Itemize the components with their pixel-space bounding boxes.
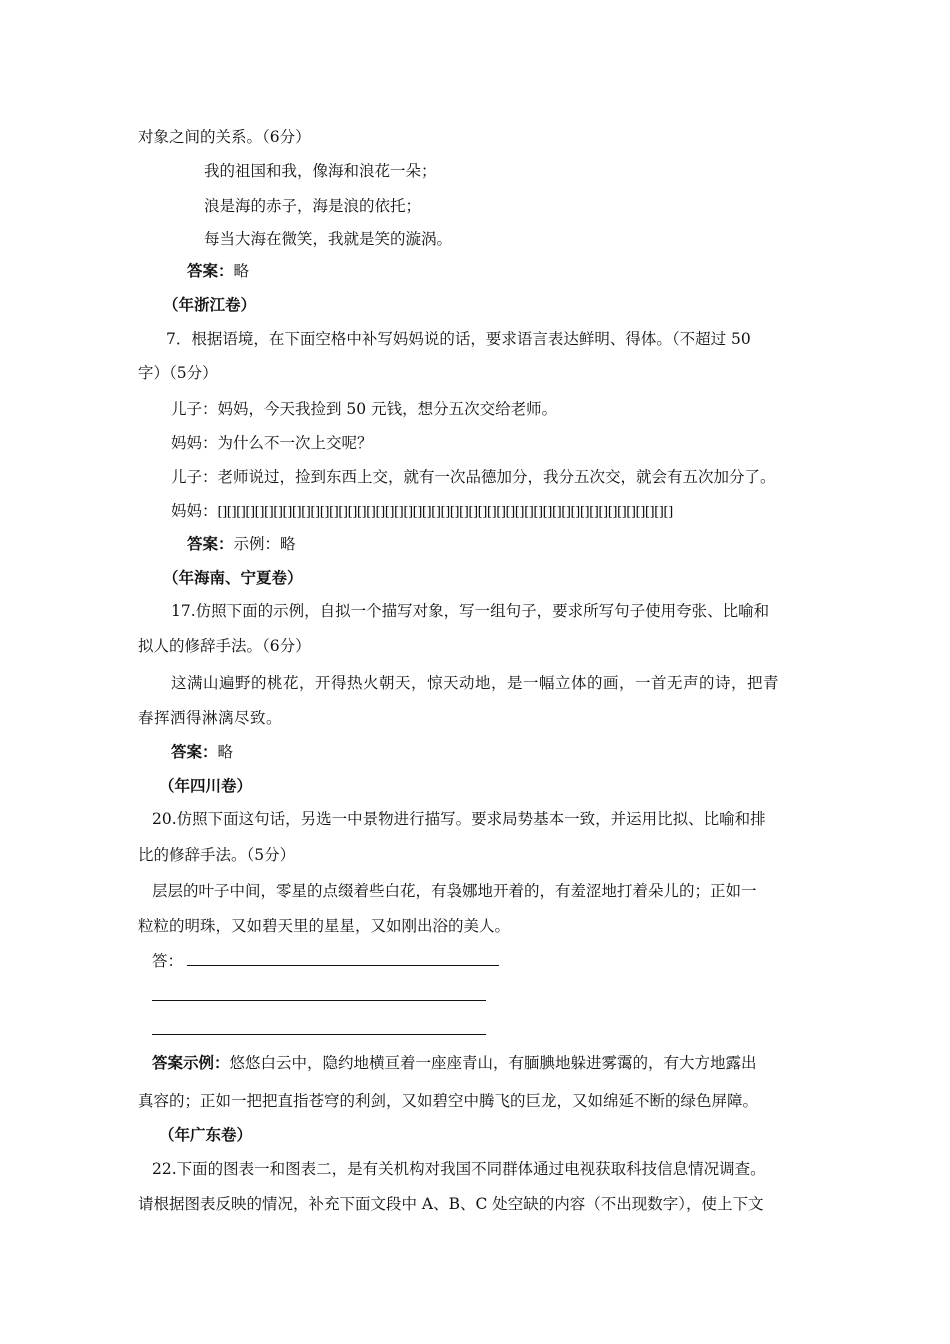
- question-line: 请根据图表反映的情况，补充下面文段中 A、B、C 处空缺的内容（不出现数字），使上下文: [138, 1195, 764, 1213]
- answer-line: [171, 741, 233, 763]
- example-line: 粒粒的明珠，又如碧天里的星星，又如刚出浴的美人。: [138, 917, 511, 935]
- answer-grid-line: [171, 500, 673, 524]
- poem-line: 我的祖国和我，像海和浪花一朵；: [204, 162, 437, 180]
- answer-grid: [][][][][][][][][][][][][][][][][][][][][][][][][][][][][][][][][][][][][][][][][][][][][][][][][]: [217, 505, 673, 520]
- poem-line: 浪是海的赤子，海是浪的依托；: [204, 197, 422, 215]
- example-line: 层层的叶子中间，零星的点缀着些白花，有袅娜地开着的，有羞涩地打着朵儿的；正如一: [152, 882, 757, 900]
- answer-label: 答案：: [187, 261, 234, 280]
- answer-label: 答案：: [171, 742, 218, 761]
- dialogue-line: 儿子：老师说过，捡到东西上交，就有一次品德加分，我分五次交，就会有五次加分了。: [171, 468, 776, 486]
- example-line: 春挥洒得淋漓尽致。: [138, 709, 283, 727]
- question-line: 20.仿照下面这句话，另选一中景物进行描写。要求局势基本一致，并运用比拟、比喻和排: [152, 810, 766, 828]
- answer-text: 略: [217, 743, 234, 761]
- source-label: （年海南、宁夏卷）: [163, 568, 303, 587]
- answer-text: 略: [233, 262, 250, 280]
- answer-label: 答案：: [187, 534, 234, 553]
- question-line: 字）（5分）: [138, 364, 218, 382]
- question-line: 7．根据语境，在下面空格中补写妈妈说的话，要求语言表达鲜明、得体。（不超过 50: [166, 330, 751, 348]
- paragraph-line: 对象之间的关系。（6分）: [138, 128, 311, 146]
- question-line: 22.下面的图表一和图表二，是有关机构对我国不同群体通过电视获取科技信息情况调查。: [152, 1160, 766, 1178]
- answer-example-text: 悠悠白云中，隐约地横亘着一座座青山，有腼腆地躲进雾霭的，有大方地露出: [229, 1054, 757, 1072]
- question-line: 17.仿照下面的示例，自拟一个描写对象，写一组句子，要求所写句子使用夸张、比喻和: [171, 602, 770, 620]
- source-label: （年浙江卷）: [163, 295, 257, 314]
- source-label: （年四川卷）: [159, 776, 253, 795]
- question-line: 比的修辞手法。（5分）: [138, 846, 296, 864]
- answer-line: [187, 260, 249, 282]
- answer-example-label: 答案示例：: [152, 1053, 230, 1072]
- example-line: 这满山遍野的桃花，开得热火朝天，惊天动地，是一幅立体的画，一首无声的诗，把青: [171, 674, 780, 692]
- dialogue-line: 妈妈：为什么不一次上交呢？: [171, 434, 373, 452]
- dialogue-line: 儿子：妈妈，今天我捡到 50 元钱，想分五次交给老师。: [171, 400, 558, 418]
- source-label: （年广东卷）: [159, 1125, 253, 1144]
- answer-example-line: 真容的；正如一把把直指苍穹的利剑，又如碧空中腾飞的巨龙，又如绵延不断的绿色屏障。: [138, 1092, 759, 1110]
- answer-blank-line: [152, 1034, 486, 1035]
- answer-blank-line: [187, 965, 499, 966]
- mom-label: 妈妈：: [171, 502, 218, 520]
- poem-line: 每当大海在微笑，我就是笑的漩涡。: [204, 230, 453, 248]
- question-line: 拟人的修辞手法。（6分）: [138, 637, 311, 655]
- answer-prompt: 答：: [152, 952, 184, 970]
- answer-blank-line: [152, 1000, 486, 1001]
- answer-line: [187, 533, 296, 555]
- answer-example-line: [152, 1052, 757, 1074]
- answer-text: 示例：略: [233, 535, 296, 553]
